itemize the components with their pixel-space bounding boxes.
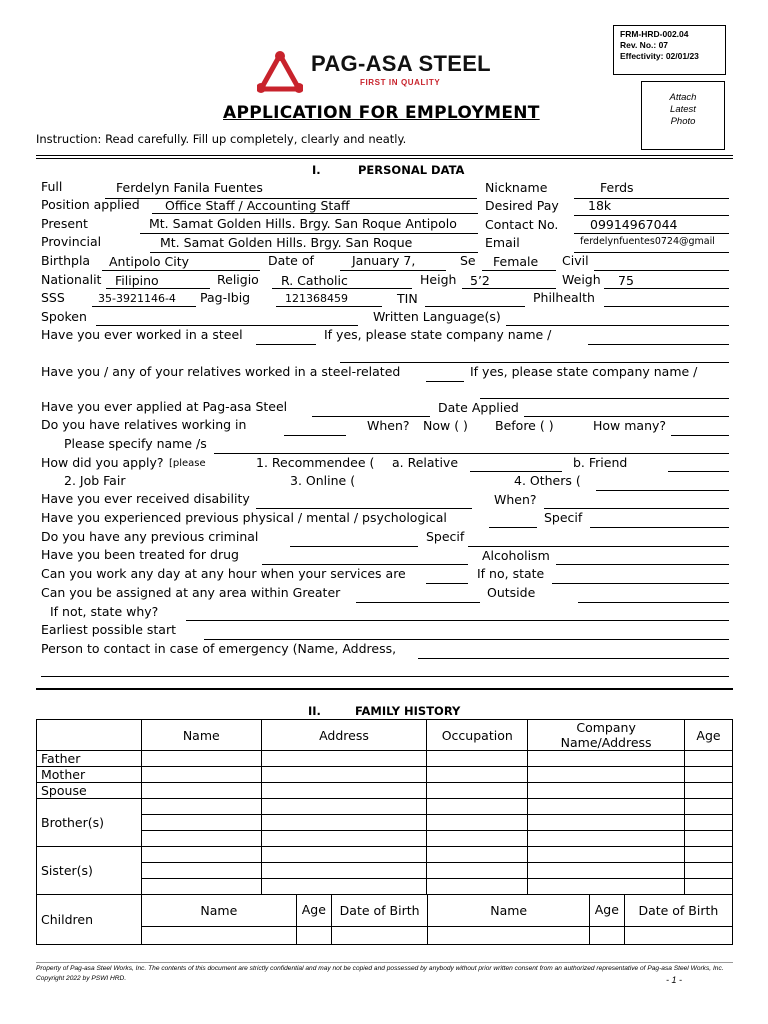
sex-line [482,270,556,271]
weight-label: Weigh [562,272,601,287]
q-drug: Have you been treated for drug [41,547,239,562]
recommendee-option[interactable]: 1. Recommendee ( [256,455,375,470]
q-experienced: Have you experienced previous physical / mental / psychological [41,510,447,525]
triangle-logo-icon [257,51,303,93]
tin-line [425,306,525,307]
provincial-address-value[interactable]: Mt. Samat Golden Hills. Brgy. San Roque [160,235,413,250]
pagibig-line [276,306,382,307]
height-value[interactable]: 5’2 [470,273,490,288]
civil-status-line [594,270,729,271]
q-relatives-working-line [284,435,346,436]
emergency-contact-line [418,658,729,659]
position-label: Position applied [41,197,140,212]
row-label-children: Children [37,895,142,945]
email-label: Email [485,235,520,250]
instruction-text: Instruction: Read carefully. Fill up completely, clearly and neatly. [36,132,407,146]
q-relatives-working: Do you have relatives working in [41,417,247,432]
experienced-specify-line [590,527,729,528]
sss-line [92,306,196,307]
outside-line [578,602,729,603]
q-disability-line [256,508,472,509]
relative-option[interactable]: a. Relative [392,455,459,470]
sex-label: Se [460,253,476,268]
form-code: FRM-HRD-002.04 [620,29,689,39]
q-worked-steel-company-line [588,344,729,345]
civil-status-label: Civil [562,253,589,268]
q-criminal: Do you have any previous criminal [41,529,259,544]
child-header-name-2: Name [428,895,589,926]
if-no-label: If no, state [477,566,545,581]
q-criminal-line [290,546,418,547]
how-many-label: How many? [593,418,667,433]
top-divider [36,155,733,156]
height-label: Heigh [420,272,457,287]
contact-label: Contact No. [485,217,559,232]
q-assigned: Can you be assigned at any area within Greater [41,585,341,600]
criminal-specify-label: Specif [426,529,465,544]
header-age: Age [685,720,733,751]
q-worked-steel-yes: If yes, please state company name / [324,327,552,342]
provincial-address-label: Provincial [41,234,102,249]
family-history-table [36,719,733,945]
present-address-value[interactable]: Mt. Samat Golden Hills. Brgy. San Roque Antipolo [149,216,457,231]
children-row [37,895,733,945]
desired-pay-line [574,215,729,216]
if-not-label: If not, state why? [50,604,159,619]
q-applied-before-line [312,416,430,417]
nickname-value[interactable]: Ferds [600,180,634,195]
q-relatives-steel: Have you / any of your relatives worked in a steel-related [41,364,401,379]
nationality-label: Nationalit [41,272,102,287]
others-line [596,490,729,491]
q-assigned-line [356,602,480,603]
effectivity-date: Effectivity: 02/01/23 [620,51,699,61]
alcoholism-label: Alcoholism [482,548,550,563]
date-of-birth-label: Date of [268,253,314,268]
desired-pay-value[interactable]: 18k [588,198,612,213]
q-worked-steel: Have you ever worked in a steel [41,327,243,342]
experienced-specify-label: Specif [544,510,583,525]
philhealth-label: Philhealth [533,290,595,305]
form-reference-box [613,25,726,75]
religion-line [272,288,412,289]
birthplace-line [102,270,260,271]
row-label-mother: Mother [37,767,142,783]
children-subtable [142,895,732,944]
child-header-age: Age [296,895,331,926]
section-number: I. [312,163,321,177]
sex-value[interactable]: Female [493,254,539,269]
pagibig-value[interactable]: 121368459 [285,292,348,305]
photo-placeholder: Attach Latest Photo [641,81,725,150]
weight-value[interactable]: 75 [618,273,634,288]
date-applied-line [524,416,729,417]
email-line [574,252,729,253]
table-row [37,815,733,831]
online-option[interactable]: 3. Online ( [290,473,356,488]
row-label-spouse: Spouse [37,783,142,799]
email-value[interactable]: ferdelynfuentes0724@gmail [580,236,715,247]
emergency-contact-label: Person to contact in case of emergency (Name, Address, [41,641,397,656]
contact-line [574,233,729,234]
spoken-language-label: Spoken [41,309,87,324]
header-address: Address [261,720,427,751]
child-header-age-2: Age [589,895,624,926]
table-row [37,847,733,863]
pagibig-label: Pag-Ibig [200,290,251,305]
page-number: - 1 - [666,975,683,985]
table-row [37,831,733,847]
header-name: Name [141,720,261,751]
table-row [37,863,733,879]
outside-label: Outside [487,585,536,600]
table-row [37,767,733,783]
q-relatives-steel-extra-line [480,398,729,399]
when-label: When? [367,418,410,433]
job-fair-option[interactable]: 2. Job Fair [64,473,126,488]
before-option[interactable]: Before ( ) [495,418,554,433]
section-title: PERSONAL DATA [358,163,465,177]
q-relatives-steel-yes: If yes, please state company name / [470,364,698,379]
earliest-start-label: Earliest possible start [41,622,176,637]
q-drug-line [262,564,468,565]
top-divider-2 [36,158,733,159]
q-experienced-line [489,527,537,528]
disability-when-line [544,508,729,509]
footer-confidentiality: Property of Pag-asa Steel Works, Inc. The contents of this document are strictly confidential and may not be copied and possessed by anybody without prior written consent from an authorized representative of Pag-asa Steel Works, Inc. Copyright 2022 by PSWI HRD. [36,965,724,982]
nickname-label: Nickname [485,180,548,195]
footer-divider [36,962,733,963]
nationality-value[interactable]: Filipino [115,273,159,288]
birthplace-label: Birthpla [41,253,91,268]
please-note: [please [169,458,206,469]
provincial-address-line [150,252,478,253]
weight-line [604,288,729,289]
nationality-line [106,288,210,289]
earliest-start-line [204,639,729,640]
sss-label: SSS [41,290,65,305]
header-company: Company Name/Address [528,720,685,751]
q-worked-steel-line [256,344,316,345]
how-many-line [671,435,729,436]
friend-line [668,471,729,472]
religion-label: Religio [217,272,259,287]
row-label-father: Father [37,751,142,767]
if-not-line [186,620,729,621]
how-apply-label: How did you apply? [41,455,164,470]
section-divider [36,688,733,690]
emergency-contact-line-2 [41,676,729,677]
child-header-dob: Date of Birth [331,895,428,926]
table-row [37,879,733,895]
q-work-any-day: Can you work any day at any hour when your services are [41,566,406,581]
others-option[interactable]: 4. Others ( [514,473,581,488]
tin-label: TIN [397,291,418,306]
q-work-any-day-line [426,583,468,584]
child-header-dob-2: Date of Birth [624,895,732,926]
date-applied-label: Date Applied [438,400,519,415]
child-header-name: Name [142,895,296,926]
sss-value[interactable]: 35-3921146-4 [98,292,176,305]
religion-value[interactable]: R. Catholic [281,273,348,288]
friend-option[interactable]: b. Friend [573,455,628,470]
full-name-label: Full [41,179,63,194]
company-name: PAG-ASA STEEL [311,51,491,76]
row-label-sisters: Sister(s) [37,847,142,895]
company-tagline: FIRST IN QUALITY [360,78,441,87]
full-name-value[interactable]: Ferdelyn Fanila Fuentes [116,180,263,195]
q-worked-steel-extra-line [340,362,729,363]
section2-number: II. [308,704,321,718]
q-applied-before: Have you ever applied at Pag-asa Steel [41,399,288,414]
specify-names-label: Please specify name /s [64,436,207,451]
relative-line [470,471,562,472]
form-title: APPLICATION FOR EMPLOYMENT [223,103,540,123]
table-row [37,799,733,815]
contact-value[interactable]: 09914967044 [590,217,678,232]
q-disability: Have you ever received disability [41,491,250,506]
position-line [152,213,478,214]
revision-number: Rev. No.: 07 [620,40,669,50]
position-value[interactable]: Office Staff / Accounting Staff [165,198,350,213]
date-of-birth-value[interactable]: January 7, [352,253,416,268]
disability-when-label: When? [494,492,537,507]
height-line [462,288,556,289]
specify-names-line [214,453,729,454]
spoken-language-line [96,325,358,326]
if-no-line [552,583,729,584]
table-row [37,783,733,799]
table-row [37,751,733,767]
row-label-brothers: Brother(s) [37,799,142,847]
birthplace-value[interactable]: Antipolo City [109,254,190,269]
now-option[interactable]: Now ( ) [423,418,468,433]
present-address-label: Present [41,216,88,231]
section2-title: FAMILY HISTORY [355,704,461,718]
written-language-label: Written Language(s) [373,309,501,324]
written-language-line [506,325,729,326]
header-occupation: Occupation [427,720,528,751]
desired-pay-label: Desired Pay [485,198,559,213]
present-address-line [140,233,478,234]
alcoholism-line [556,564,729,565]
date-of-birth-line [340,270,446,271]
philhealth-line [604,306,729,307]
q-relatives-steel-line [426,381,464,382]
criminal-specify-line [468,546,729,547]
